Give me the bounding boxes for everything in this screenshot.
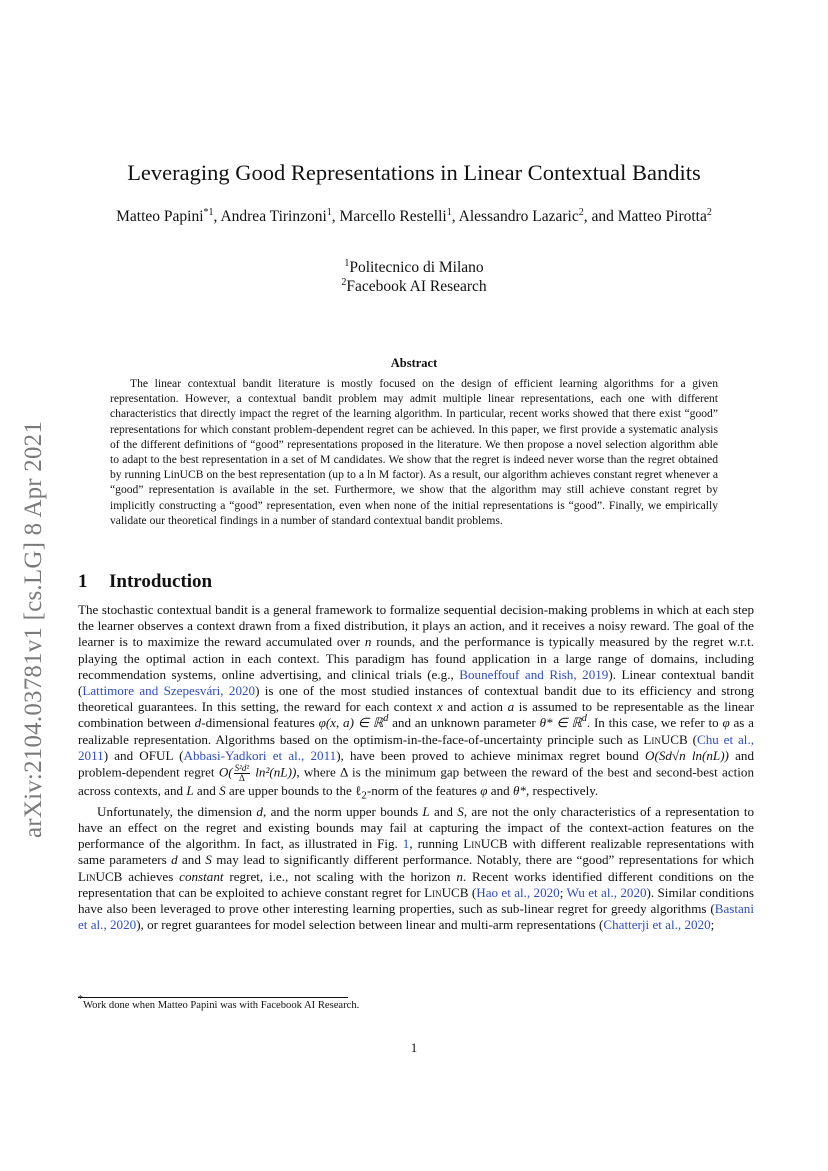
intro-paragraph-1: The stochastic contextual bandit is a general framework to formalize sequential decision-making problems in which at each step the learner observes a context drawn from a fixed distribution, it plays an action, and it receives a noisy reward. The goal of the learner is to maximize the reward accumulated over n rounds, and the performance is typically measured by the regret w.r.t. playing the optimal action in each context. This paradigm has found application in a large range of domains, including recommendation systems, online advertising, and clinical trials (e.g., Bouneffouf and Rish, 2019). Linear contextual bandit (Lattimore and Szepesvári, 2020) is one of the most studied instances of contextual bandit due to its efficiency and strong theoretical guarantees. In this setting, the reward for each context x and action a is assumed to be representable as the linear combination between d-dimensional features φ(x, a) ∈ ℝ$^d$ and an unknown parameter θ* ∈ ℝ$^d$. In this case, we refer to φ as a realizable representation. Algorithms based on the optimism-in-the-face-of-uncertainty principle such as LinUCB (Chu et al., 2011) and OFUL (Abbasi-Yadkori et al., 2011), have been proved to achieve minimax regret bound O(Sd√n ln(nL)) and problem-dependent regret O( $\frac{\text{S²d²}}{\Delta}$ ln²(nL)), where Δ is the minimum gap between the reward of the best and second-best action across contexts, and L and S are upper bounds to the ℓ$_2$-norm of the features φ and θ*, respectively.	[78, 602, 755, 802]
author-affil-mark: *1	[203, 207, 214, 218]
author-affil-mark: 1	[446, 207, 452, 218]
affiliation-1: $^1$Politecnico di Milano	[344, 258, 484, 276]
author-affil-mark: 1	[326, 207, 332, 218]
citation-link[interactable]: Lattimore and Szepesvári, 2020	[82, 683, 256, 699]
section-number: 1	[78, 571, 88, 592]
intro-paragraph-2: Unfortunately, the dimension d, and the norm upper bounds L and S, are not the only characteristics of a representation to have an effect on the regret and existing bounds may fail at capturing the impact of the context-action features on the performance of the algorithm. In fact, as illustrated in Fig. 1, running LinUCB with different realizable representations with same parameters d and S may lead to significantly different performance. Notably, there are “good” representations for which LinUCB achieves constant regret, i.e., not scaling with the horizon n. Recent works identified different conditions on the representation that can be exploited to achieve constant regret for LinUCB (Hao et al., 2020; Wu et al., 2020). Similar conditions have also been leveraged to prove other interesting learning properties, such as sub-linear regret for greedy algorithms (Bastani et al., 2020), or regret guarantees for model selection between linear and multi-arm representations (Chatterji et al., 2020;	[78, 803, 755, 933]
footnote-rule	[78, 997, 348, 998]
abstract-heading: Abstract	[390, 356, 438, 370]
citation-link[interactable]: Wu et al., 2020	[566, 884, 647, 900]
affiliation-2: $^2$Facebook AI Research	[341, 277, 487, 295]
author-name: Alessandro Lazaric	[458, 208, 579, 225]
affiliations	[0, 258, 828, 296]
section-title: Introduction	[109, 571, 213, 592]
citation-link[interactable]: Hao et al., 2020	[476, 884, 560, 900]
figure-ref-link[interactable]: 1	[402, 836, 410, 852]
footnote: *Work done when Matteo Papini was with Facebook AI Research.	[78, 994, 360, 1011]
author-name: Andrea Tirinzoni	[220, 208, 327, 225]
citation-link[interactable]: Chu et al., 2011	[78, 731, 754, 763]
fraction: $\frac{\text{S²d²}}{\Delta}$	[234, 763, 250, 784]
author-name: Matteo Pirotta	[617, 208, 707, 225]
citation-link[interactable]: Bastani et al., 2020	[78, 901, 754, 933]
citation-link[interactable]: Abbasi-Yadkori et al., 2011	[183, 747, 337, 763]
arxiv-stamp: arXiv:2104.03781v1 [cs.LG] 8 Apr 2021	[20, 420, 47, 838]
author-name: Marcello Restelli	[339, 208, 447, 225]
paper-title: Leveraging Good Representations in Linear Contextual Bandits	[127, 160, 701, 185]
introduction-body	[78, 602, 754, 933]
citation-link[interactable]: Chatterji et al., 2020	[603, 917, 711, 933]
citation-link[interactable]: Bouneffouf and Rish, 2019	[459, 666, 609, 682]
author-name: Matteo Papini	[116, 208, 204, 225]
author-affil-mark: 2	[706, 207, 712, 218]
section-heading	[78, 571, 212, 593]
abstract-text: The linear contextual bandit literature is mostly focused on the design of efficient learning algorithms for a given representation. However, a contextual bandit problem may admit multiple linear representations, each one with different characteristics that directly impact the regret of the learning algorithm. In particular, recent works showed that there exist “good” representations for which constant problem-dependent regret can be achieved. In this paper, we first provide a systematic analysis of the different definitions of “good” representations proposed in the literature. We then propose a novel selection algorithm able to adapt to the best representation in a set of M candidates. We show that the regret is indeed never worse than the regret obtained by running LinUCB on the best representation (up to a ln M factor). As a result, our algorithm achieves constant regret whenever a “good” representation is available in the set. Furthermore, we show that the algorithm may still achieve constant regret by implicitly constructing a “good” representation, even when none of the initial representations is “good”. Finally, we empirically validate our theoretical findings in a number of standard contextual bandit problems.	[110, 377, 718, 527]
page-number: 1	[410, 1040, 418, 1055]
author-list: Matteo Papini$^{*1}$, Andrea Tirinzoni$^1$, Marcello Restelli$^1$, Alessandro Lazaric$^2$, and Matteo Pirotta$^2$	[116, 207, 712, 225]
author-affil-mark: 2	[578, 207, 584, 218]
